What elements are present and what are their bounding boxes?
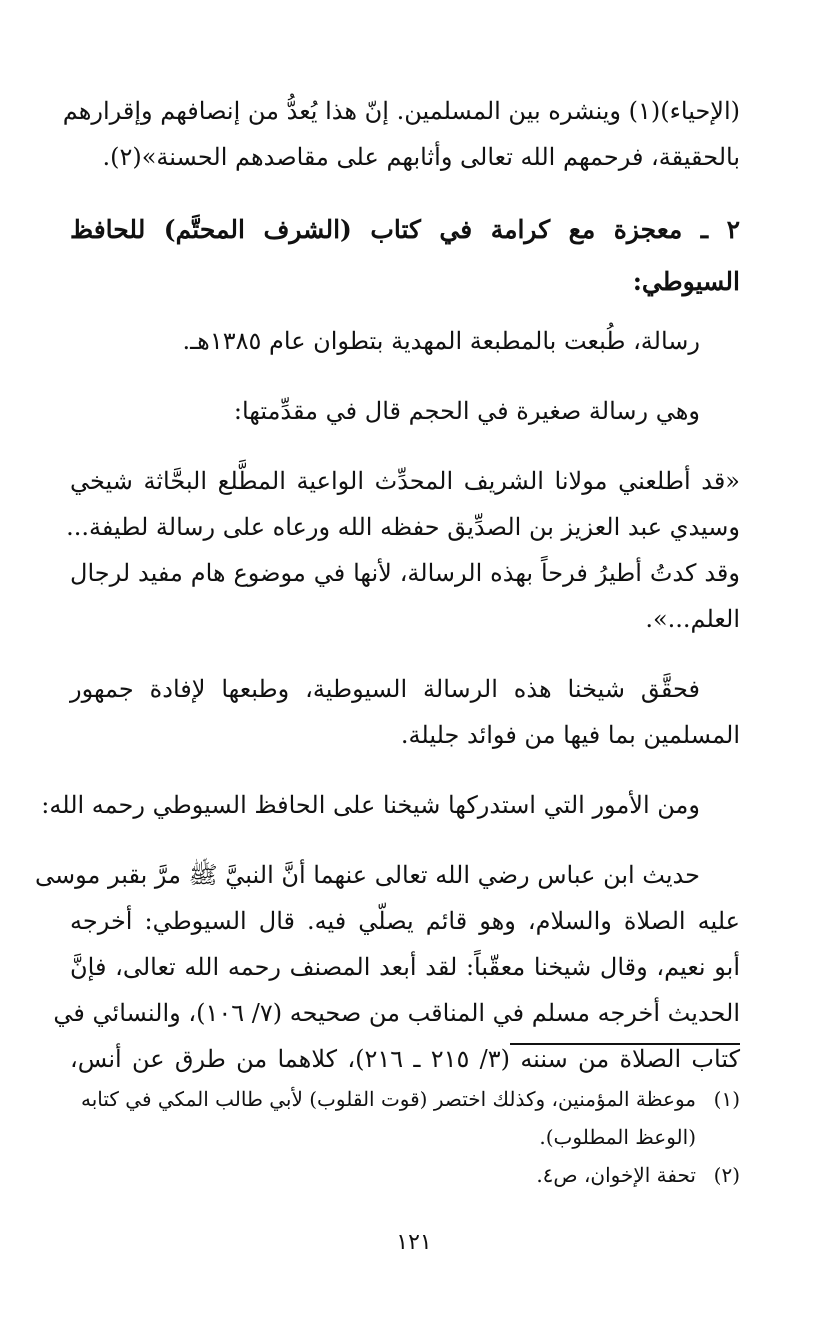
text-line: (الإحياء)(١) وينشره بين المسلمين. إنّ هذا يُعدُّ من إنصافهم وإقرارهم — [62, 97, 740, 125]
paragraph-edition — [70, 666, 740, 758]
text-line: عليه الصلاة والسلام، وهو قائم يصلّي فيه. قال السيوطي: أخرجه — [70, 907, 740, 935]
footnotes — [70, 1080, 740, 1194]
text-line: كتاب الصلاة من سننه (٣/ ٢١٥ ـ ٢١٦)، كلاهما من طرق عن أنس، — [70, 1045, 740, 1073]
text-line: وقد كدتُ أطيرُ فرحاً بهذه الرسالة، لأنها في موضوع هام مفيد لرجال — [70, 559, 740, 587]
paragraph-hadith — [34, 852, 740, 1082]
text-line: فحقَّق شيخنا هذه الرسالة السيوطية، وطبعها لإفادة جمهور — [70, 675, 700, 703]
text-line: أبو نعيم، وقال شيخنا معقّباً: لقد أبعد المصنف رحمه الله تعالى، فإنَّ — [70, 953, 740, 981]
footnote-number: (١) — [713, 1087, 740, 1111]
heading-line: ٢ ـ معجزة مع كرامة في كتاب (الشرف المحتَّم) للحافظ — [70, 215, 740, 244]
text-line: المسلمين بما فيها من فوائد جليلة. — [400, 721, 740, 749]
page-number: ١٢١ — [396, 1230, 432, 1255]
text-line: «قد أطلعني مولانا الشريف المحدِّث الواعية المطَّلع البحَّاثة شيخي — [70, 467, 740, 495]
paragraph-continuation — [62, 88, 740, 180]
footnote-1 — [70, 1080, 740, 1118]
footnote-text: تحفة الإخوان، ص٤. — [536, 1163, 696, 1187]
text-line: ومن الأمور التي استدركها شيخنا على الحافظ السيوطي رحمه الله: — [41, 791, 700, 819]
footnote-text: موعظة المؤمنين، وكذلك اختصر (قوت القلوب) لأبي طالب المكي في كتابه — [80, 1087, 696, 1111]
paragraph-print-info — [70, 318, 740, 364]
text-line: رسالة، طُبعت بالمطبعة المهدية بتطوان عام ١٣٨٥هـ. — [182, 327, 700, 355]
text-line: وسيدي عبد العزيز بن الصدِّيق حفظه الله ورعاه على رسالة لطيفة... — [66, 513, 740, 541]
footnote-2 — [70, 1156, 740, 1194]
paragraph-intro — [70, 388, 740, 434]
text-line: العلم...». — [645, 605, 740, 633]
text-line: الحديث أخرجه مسلم في المناقب من صحيحه (٧/ ١٠٦)، والنسائي في — [53, 999, 740, 1027]
quote-paragraph — [66, 458, 740, 642]
section-heading — [70, 204, 740, 308]
paragraph-corrections — [41, 782, 740, 828]
text-line: بالحقيقة، فرحمهم الله تعالى وأثابهم على مقاصدهم الحسنة»(٢). — [102, 143, 740, 171]
text-line: وهي رسالة صغيرة في الحجم قال في مقدِّمتها: — [233, 397, 700, 425]
footnote-1-continuation: (الوعظ المطلوب). — [539, 1125, 696, 1149]
text-line: حديث ابن عباس رضي الله تعالى عنهما أنَّ النبيَّ ﷺ مرَّ بقبر موسى — [34, 861, 700, 889]
heading-line: السيوطي: — [632, 267, 740, 296]
footnote-separator — [510, 1043, 740, 1045]
footnote-number: (٢) — [713, 1163, 740, 1187]
